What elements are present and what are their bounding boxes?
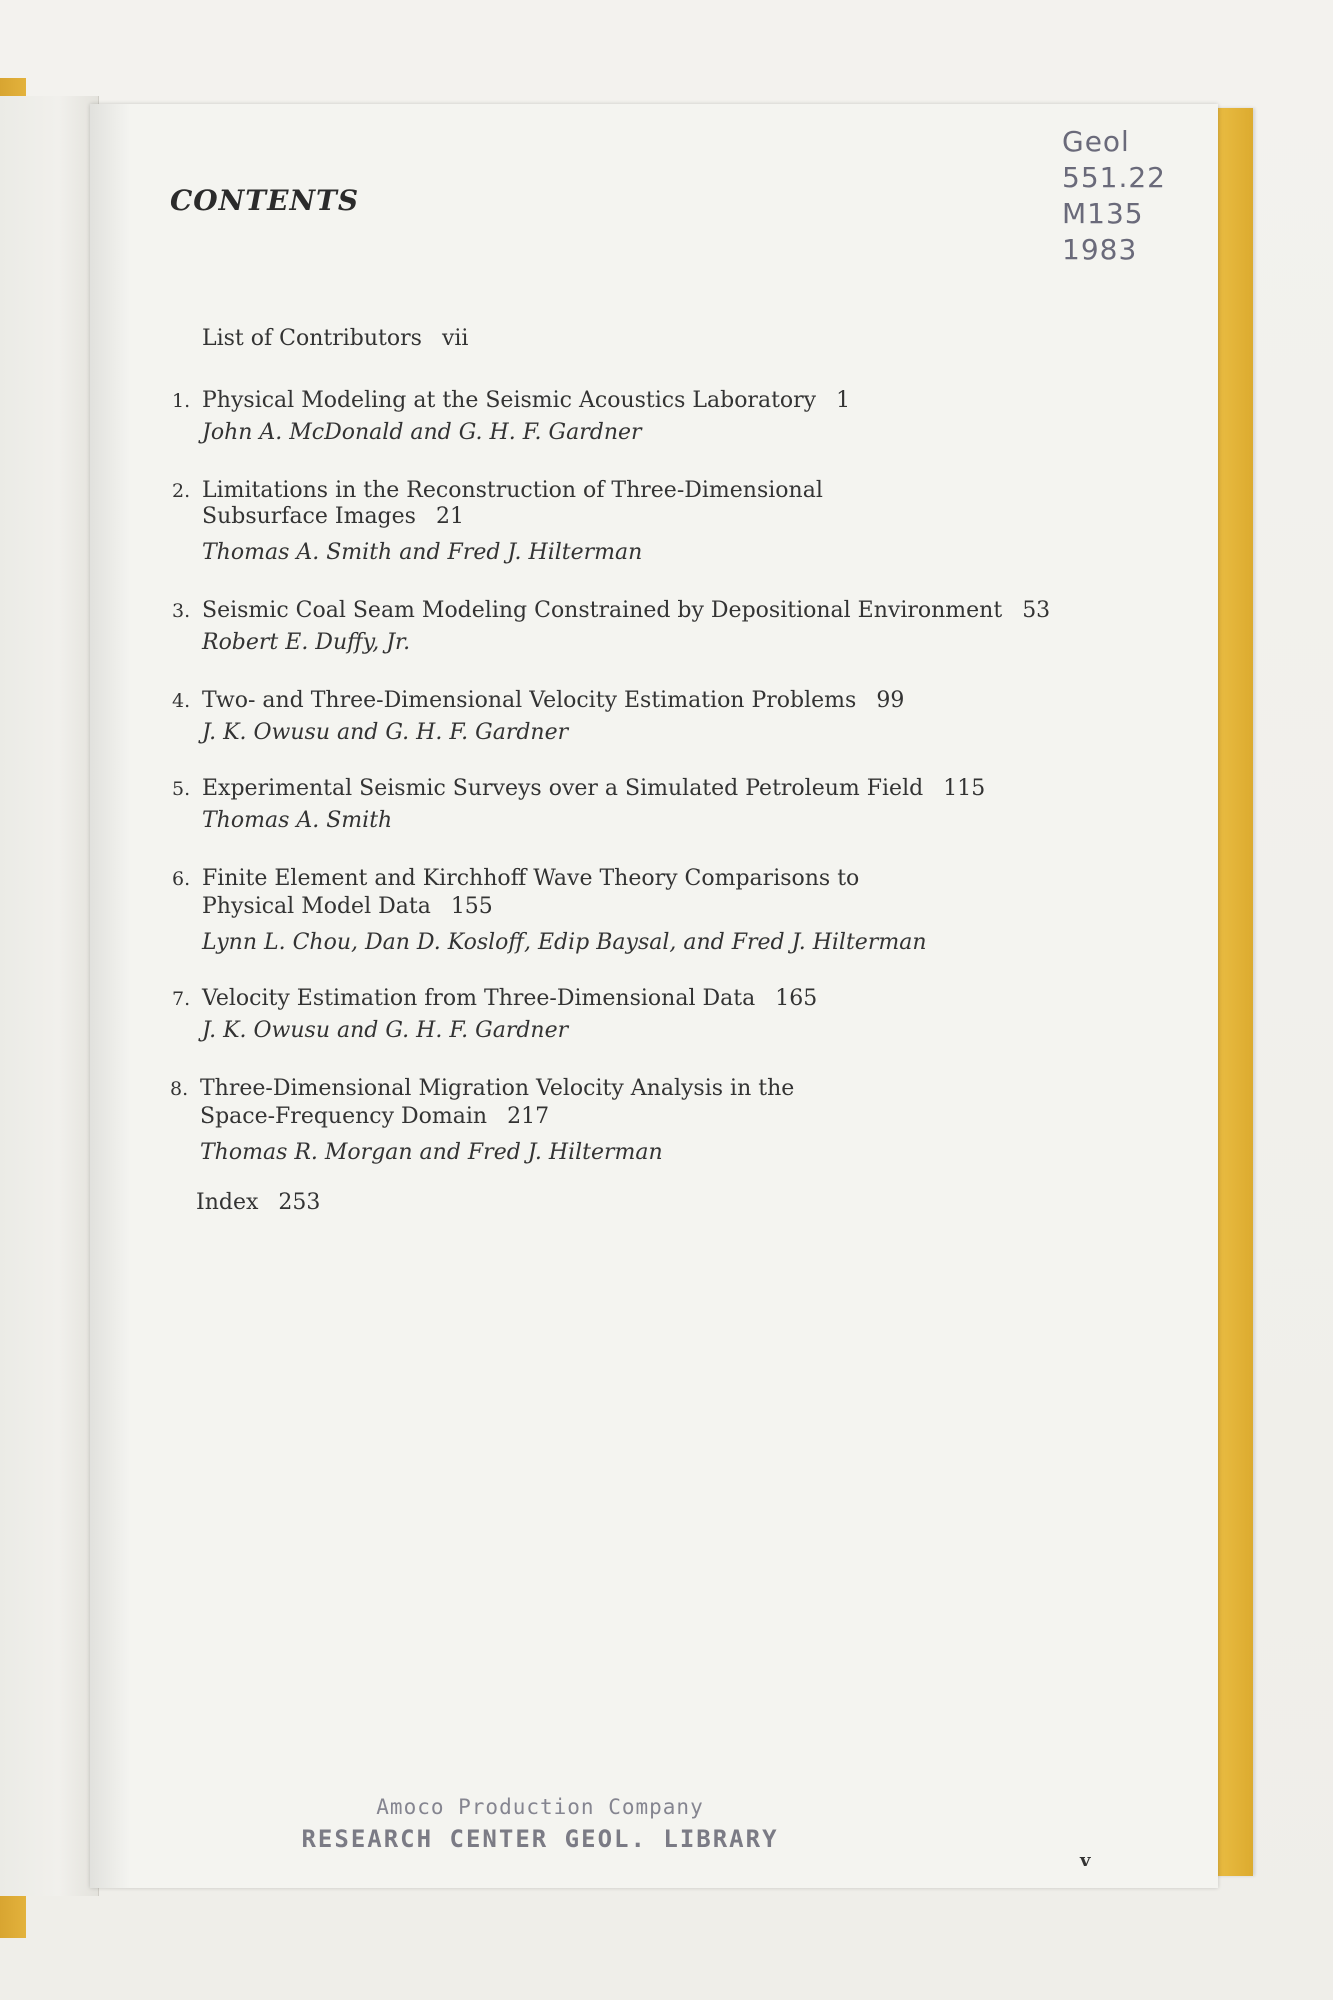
page-number: 217: [507, 1104, 550, 1129]
toc-title: [202, 868, 859, 890]
entry-title: Three-Dimensional Migration Velocity Analysis in the: [200, 1076, 795, 1101]
chapter-number: 3.: [172, 600, 191, 622]
entry-authors: John A. McDonald and G. H. F. Gardner: [202, 420, 642, 445]
page-number: 1: [836, 388, 851, 413]
toc-title: [202, 600, 1050, 622]
stamp-line: RESEARCH CENTER GEOL. LIBRARY: [301, 1825, 779, 1853]
entry-authors: Lynn L. Chou, Dan D. Kosloff, Edip Baysal, and Fred J. Hilterman: [202, 930, 927, 955]
toc-title: [202, 778, 985, 800]
chapter-number: 7.: [172, 988, 191, 1010]
entry-title: Physical Modeling at the Seismic Acoustics Laboratory: [202, 388, 817, 413]
chapter-number: 1.: [172, 390, 191, 412]
entry-authors: Thomas A. Smith: [202, 808, 393, 833]
entry-title: Space-Frequency Domain: [200, 1104, 488, 1129]
library-stamp: [300, 1795, 780, 1853]
page-number: 165: [775, 986, 818, 1011]
toc-title-continued: [200, 1106, 549, 1128]
chapter-number: 5.: [172, 778, 191, 800]
entry-authors: J. K. Owusu and G. H. F. Gardner: [202, 1018, 569, 1043]
toc-title-continued: [202, 506, 464, 528]
page-number: 21: [435, 504, 464, 529]
page-number: 253: [278, 1190, 321, 1215]
toc-title: [202, 690, 904, 712]
page-number: 155: [450, 894, 493, 919]
toc-title: [202, 480, 823, 502]
gutter-shadow: [90, 104, 130, 1888]
chapter-number: 6.: [172, 868, 191, 890]
page-number: 99: [876, 688, 905, 713]
toc-title: [202, 390, 850, 412]
toc-title: [200, 1078, 794, 1100]
entry-authors: Thomas R. Morgan and Fred J. Hilterman: [200, 1140, 663, 1165]
chapter-number: 4.: [172, 690, 191, 712]
entry-title: Subsurface Images: [202, 504, 416, 529]
page-number: 115: [943, 776, 986, 801]
entry-title: Two- and Three-Dimensional Velocity Estimation Problems: [202, 688, 857, 713]
entry-authors: Thomas A. Smith and Fred J. Hilterman: [202, 540, 643, 565]
page-folio: v: [1080, 1850, 1091, 1871]
entry-authors: J. K. Owusu and G. H. F. Gardner: [202, 720, 569, 745]
toc-title: [202, 328, 468, 350]
entry-title: Limitations in the Reconstruction of Three-Dimensional: [202, 478, 823, 503]
entry-authors: Robert E. Duffy, Jr.: [202, 630, 411, 655]
facing-page: [0, 96, 99, 1896]
stamp-line: Amoco Production Company: [376, 1795, 704, 1819]
call-number-line: M135: [1062, 197, 1144, 230]
entry-title: Finite Element and Kirchhoff Wave Theory Comparisons to: [202, 866, 860, 891]
entry-title: Index: [196, 1190, 259, 1215]
toc-title: [196, 1192, 320, 1214]
chapter-number: 2.: [172, 480, 191, 502]
toc-title-continued: [202, 896, 493, 918]
toc-title: [202, 988, 817, 1010]
entry-title: Physical Model Data: [202, 894, 431, 919]
call-number-line: 1983: [1062, 233, 1138, 266]
call-number-line: Geol: [1062, 125, 1130, 158]
page-number: vii: [441, 326, 469, 351]
call-number-line: 551.22: [1062, 161, 1166, 194]
entry-title: Seismic Coal Seam Modeling Constrained by Depositional Environment: [202, 598, 1003, 623]
chapter-number: 8.: [170, 1078, 189, 1100]
entry-title: List of Contributors: [202, 326, 422, 351]
entry-title: Experimental Seismic Surveys over a Simulated Petroleum Field: [202, 776, 924, 801]
page-number: 53: [1022, 598, 1051, 623]
entry-title: Velocity Estimation from Three-Dimensional Data: [202, 986, 756, 1011]
contents-heading: CONTENTS: [170, 184, 360, 217]
